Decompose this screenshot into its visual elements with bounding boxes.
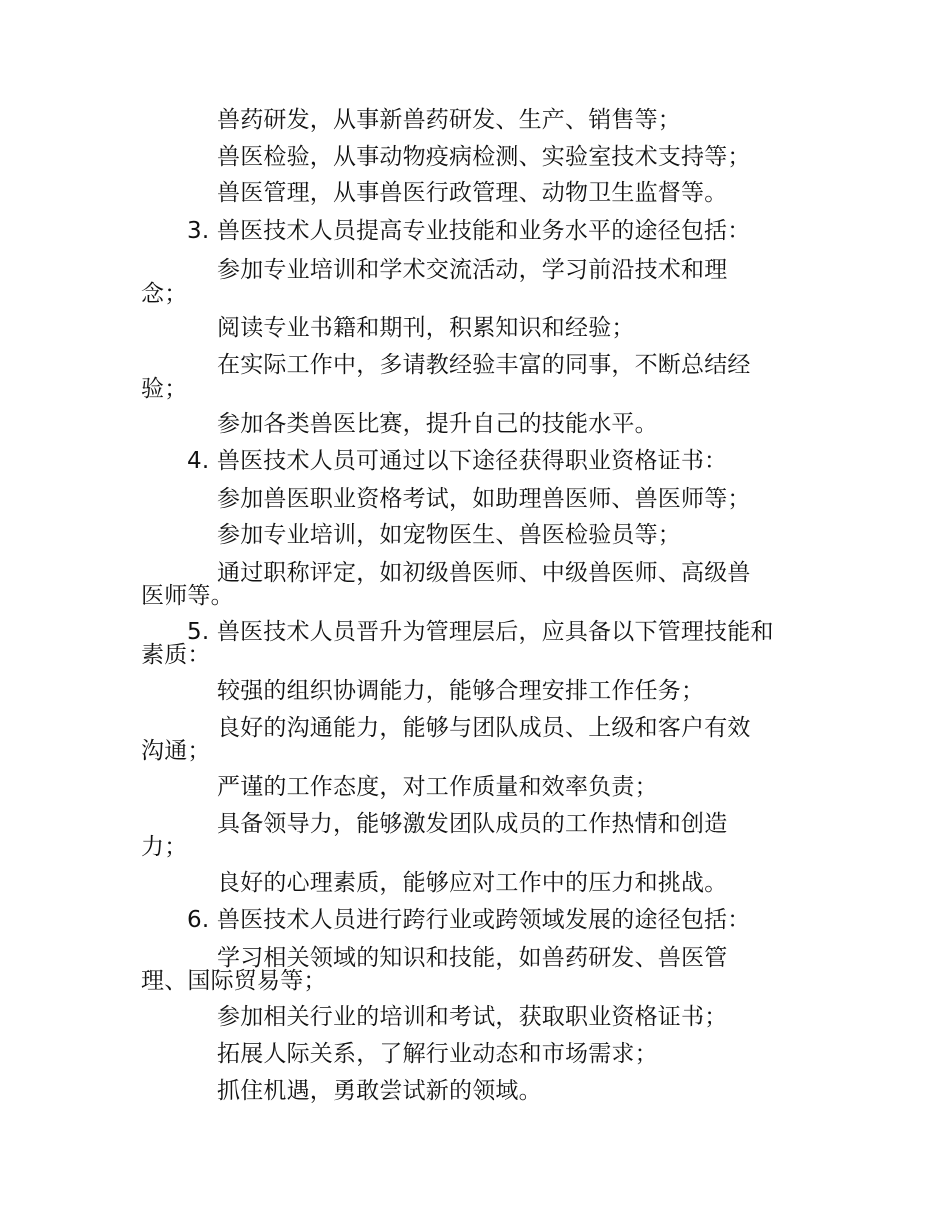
list-item: 抓住机遇，勇敢尝试新的领域。: [217, 1078, 542, 1104]
question-4-heading: 4. 兽医技术人员可通过以下途径获得职业资格证书：: [187, 448, 728, 474]
list-item: 严谨的工作态度，对工作质量和效率负责；: [217, 774, 658, 800]
list-item: 拓展人际关系，了解行业动态和市场需求；: [217, 1041, 658, 1067]
list-item: 较强的组织协调能力，能够合理安排工作任务；: [217, 678, 705, 704]
question-5-heading: 5. 兽医技术人员晋升为管理层后，应具备以下管理技能和: [187, 619, 774, 645]
list-item: 具备领导力，能够激发团队成员的工作热情和创造: [217, 811, 728, 837]
list-item: 良好的沟通能力，能够与团队成员、上级和客户有效: [217, 715, 751, 741]
list-item: 良好的心理素质，能够应对工作中的压力和挑战。: [217, 870, 728, 896]
list-item: 参加专业培训和学术交流活动，学习前沿技术和理: [217, 257, 728, 283]
list-item: 参加专业培训，如宠物医生、兽医检验员等；: [217, 522, 681, 548]
list-item-continuation: 沟通；: [141, 738, 211, 764]
list-item: 参加相关行业的培训和考试，获取职业资格证书；: [217, 1004, 728, 1030]
list-item: 兽医管理，从事兽医行政管理、动物卫生监督等。: [217, 180, 728, 206]
list-item: 兽医检验，从事动物疫病检测、实验室技术支持等；: [217, 144, 751, 170]
question-6-heading: 6. 兽医技术人员进行跨行业或跨领域发展的途径包括：: [187, 907, 751, 933]
list-item-continuation: 力；: [141, 834, 188, 860]
list-item: 参加各类兽医比赛，提升自己的技能水平。: [217, 411, 658, 437]
list-item: 学习相关领域的知识和技能，如兽药研发、兽医管: [217, 945, 728, 971]
list-item-continuation: 医师等。: [141, 583, 234, 609]
list-item-continuation: 念；: [141, 281, 188, 307]
list-item: 参加兽医职业资格考试，如助理兽医师、兽医师等；: [217, 486, 751, 512]
list-item: 在实际工作中，多请教经验丰富的同事，不断总结经: [217, 352, 751, 378]
list-item-continuation: 验；: [141, 376, 188, 402]
question-3-heading: 3. 兽医技术人员提高专业技能和业务水平的途径包括：: [187, 218, 751, 244]
list-item: 兽药研发，从事新兽药研发、生产、销售等；: [217, 107, 681, 133]
question-5-heading-continuation: 素质：: [141, 642, 211, 668]
list-item: 通过职称评定，如初级兽医师、中级兽医师、高级兽: [217, 560, 751, 586]
list-item-continuation: 理、国际贸易等；: [141, 968, 327, 994]
list-item: 阅读专业书籍和期刊，积累知识和经验；: [217, 315, 635, 341]
